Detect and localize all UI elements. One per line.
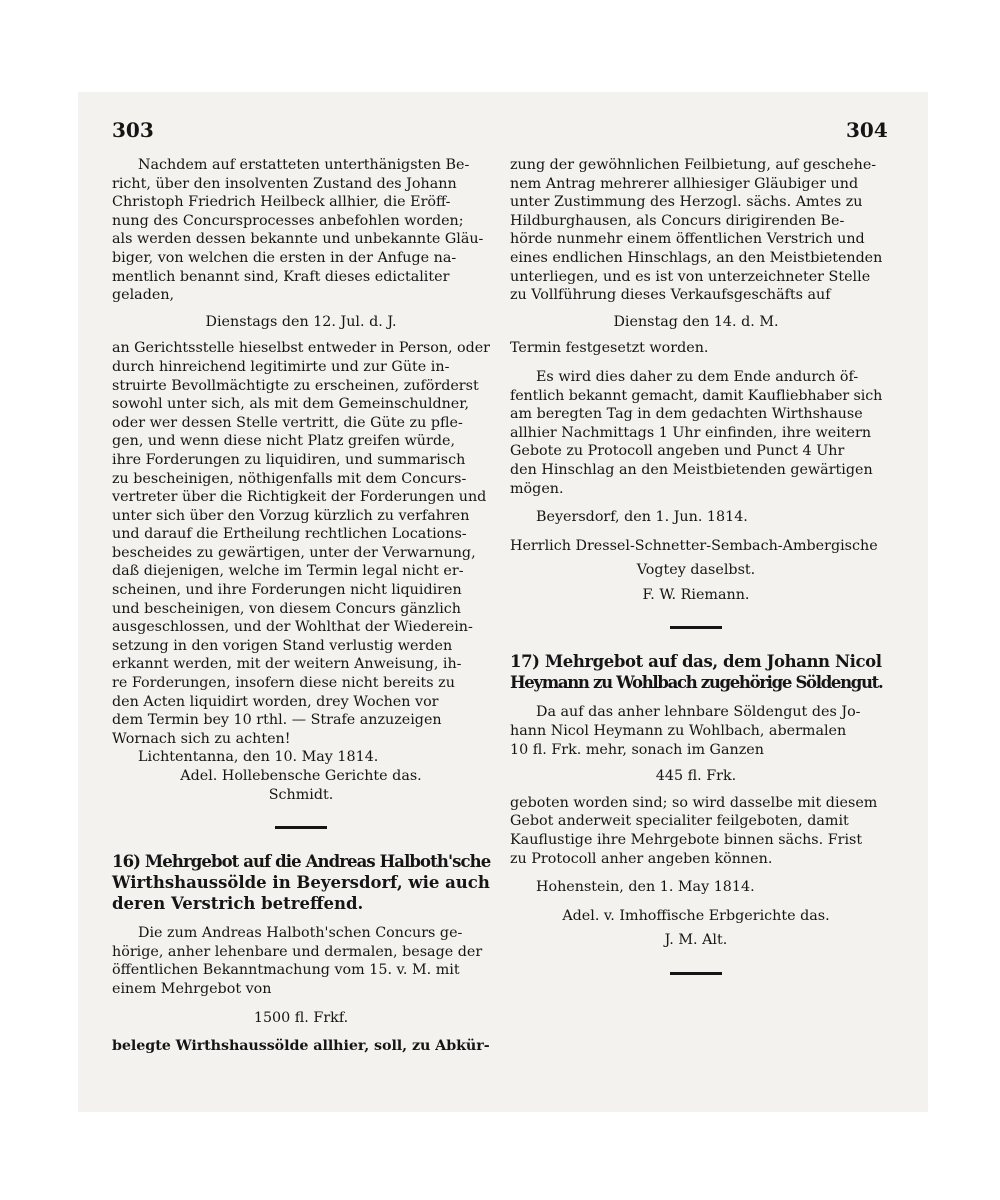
left-column xyxy=(112,156,490,1056)
text-line: geladen, xyxy=(112,287,175,304)
notice-16-amount: 1500 fl. Frkf. xyxy=(253,1009,349,1026)
notice-16-continued xyxy=(510,156,882,305)
text-line: öffentlichen Bekanntmachung vom 15. v. M. mit xyxy=(112,962,460,979)
text-line: richt, über den insolventen Zustand des Johann xyxy=(112,175,457,192)
notice-16-sale-date: Dienstag den 14. d. M. xyxy=(613,313,779,330)
text-line: mögen. xyxy=(510,480,564,497)
text-line: an Gerichtsstelle hieselbst entweder in Person, oder xyxy=(112,340,490,357)
notice-heilbeck-date: Dienstags den 12. Jul. d. J. xyxy=(205,313,397,330)
text-line: 17) Mehrgebot auf das, dem Johann Nicol xyxy=(510,652,882,672)
text-line: hann Nicol Heymann zu Wohlbach, abermalen xyxy=(510,723,847,740)
separator-rule xyxy=(670,972,722,975)
text-line: biger, von welchen die ersten in der Anfuge na- xyxy=(112,249,457,266)
notice-17-amount: 445 fl. Frk. xyxy=(655,768,737,785)
text-line: hörige, anher lehenbare und dermalen, besage der xyxy=(112,943,483,960)
text-line: oder wer dessen Stelle vertritt, die Güte zu pfle- xyxy=(112,414,463,431)
text-line: fentlich bekannt gemacht, damit Kaufliebhaber sich xyxy=(510,387,883,404)
text-line: allhier Nachmittags 1 Uhr einfinden, ihre weitern xyxy=(510,424,872,441)
text-line: am beregten Tag in dem gedachten Wirthshause xyxy=(510,406,863,423)
text-line: Nachdem auf erstatteten unterthänigsten Be- xyxy=(138,157,470,173)
text-line: Gebot anderweit specialiter feilgeboten, damit xyxy=(510,813,849,830)
text-line: nem Antrag mehrerer allhiesiger Gläubiger und xyxy=(510,175,859,192)
text-line: bescheides zu gewärtigen, unter der Verwarnung, xyxy=(112,544,476,561)
text-line: als werden dessen bekannte und unbekannte Gläu- xyxy=(112,231,484,248)
text-line: erkannt werden, mit der weitern Anweisung, ih- xyxy=(112,656,462,673)
text-line: Wornach sich zu achten! xyxy=(112,730,291,747)
text-line: ausgeschlossen, und der Wohlthat der Wiederein- xyxy=(112,619,473,636)
notice-heilbeck-place: Lichtentanna, den 10. May 1814. xyxy=(138,749,379,766)
notice-16-body xyxy=(112,924,490,998)
text-line: dem Termin bey 10 rthl. — Strafe anzuzeigen xyxy=(112,712,442,729)
text-line: Wirthshaussölde in Beyersdorf, wie auch xyxy=(112,873,490,893)
text-line: und darauf die Ertheilung rechtlichen Locations- xyxy=(112,526,467,543)
text-line: einem Mehrgebot von xyxy=(112,980,272,997)
text-line: ihre Forderungen zu liquidiren, und summarisch xyxy=(112,451,466,468)
notice-16-termin: Termin festgesetzt worden. xyxy=(510,340,709,357)
text-line: Die zum Andreas Halboth'schen Concurs ge- xyxy=(138,925,463,942)
text-line: scheinen, und ihre Forderungen nicht liquidiren xyxy=(112,582,462,599)
notice-17-court: Adel. v. Imhoffische Erbgerichte das. xyxy=(562,907,830,924)
notice-16-authority: Herrlich Dressel-Schnetter-Sembach-Ambergische xyxy=(510,537,878,554)
notice-16-place: Beyersdorf, den 1. Jun. 1814. xyxy=(536,509,748,526)
notice-16-signer: F. W. Riemann. xyxy=(642,586,750,603)
text-line: Kauflustige ihre Mehrgebote binnen sächs. Frist xyxy=(510,832,863,849)
text-line: Hildburghausen, als Concurs dirigirenden Be- xyxy=(510,212,845,229)
notice-17-terms xyxy=(510,794,882,868)
notice-16-heading xyxy=(112,851,490,914)
page-number-left: 303 xyxy=(112,118,154,142)
notice-17-body xyxy=(510,703,882,759)
text-line: Heymann zu Wohlbach zugehörige Söldengut. xyxy=(510,673,883,693)
text-line: deren Verstrich betreffend. xyxy=(112,894,364,914)
text-line: unterliegen, und es ist von unterzeichneter Stelle xyxy=(510,268,871,285)
text-line: daß diejenigen, welche im Termin legal nicht er- xyxy=(112,563,464,580)
text-line: hörde nunmehr einem öffentlichen Verstrich und xyxy=(510,231,865,248)
text-line: sowohl unter sich, als mit dem Gemeinschuldner, xyxy=(112,396,470,413)
text-line: eines endlichen Hinschlags, an den Meistbietenden xyxy=(510,249,883,266)
text-line: setzung in den vorigen Stand verlustig werden xyxy=(112,637,453,654)
notice-17-place: Hohenstein, den 1. May 1814. xyxy=(536,879,755,896)
text-line: zung der gewöhnlichen Feilbietung, auf geschehe- xyxy=(510,157,877,173)
page-number-right: 304 xyxy=(846,118,888,142)
text-line: zu Protocoll anher angeben können. xyxy=(510,850,773,867)
text-line: struirte Bevollmächtigte zu erscheinen, zuförderst xyxy=(112,377,479,394)
text-line: durch hinreichend legitimirte und zur Güte in- xyxy=(112,358,450,375)
text-line: Da auf das anher lehnbare Söldengut des Jo- xyxy=(536,704,861,721)
text-line: zu bescheinigen, nöthigenfalls mit dem Concurs- xyxy=(112,470,467,487)
text-line: Christoph Friedrich Heilbeck allhier, die Eröff- xyxy=(112,194,451,211)
notice-heilbeck-signer: Schmidt. xyxy=(268,786,334,803)
text-line: den Hinschlag an den Meistbietenden gewärtigen xyxy=(510,461,873,478)
notice-17-signer: J. M. Alt. xyxy=(664,932,728,949)
text-line: den Acten liquidirt worden, drey Wochen vor xyxy=(112,693,439,710)
text-line: vertreter über die Richtigkeit der Forderungen und xyxy=(112,489,487,506)
text-line: geboten worden sind; so wird dasselbe mit diesem xyxy=(510,794,878,811)
text-line: nung des Concursprocesses anbefohlen worden; xyxy=(112,212,464,229)
text-line: mentlich benannt sind, Kraft dieses edictaliter xyxy=(112,268,450,285)
notice-heilbeck-body xyxy=(112,339,490,748)
notice-heilbeck-intro xyxy=(112,156,490,305)
text-line: gen, und wenn diese nicht Platz greifen würde, xyxy=(112,433,455,450)
text-line: Es wird dies daher zu dem Ende andurch öf- xyxy=(536,368,859,385)
notice-16-continuation: belegte Wirthshaussölde allhier, soll, zu Abkür- xyxy=(112,1038,490,1055)
text-line: unter sich über den Vorzug kürzlich zu verfahren xyxy=(112,507,470,524)
text-line: und bescheinigen, von diesem Concurs gänzlich xyxy=(112,600,461,617)
text-line: Gebote zu Protocoll angeben und Punct 4 Uhr xyxy=(510,443,845,460)
notice-16-authority-office: Vogtey daselbst. xyxy=(636,562,756,579)
notice-17-heading xyxy=(510,651,882,693)
right-column xyxy=(510,156,882,975)
text-line: 16) Mehrgebot auf die Andreas Halboth'sche xyxy=(112,852,491,872)
text-line: zu Vollführung dieses Verkaufsgeschäfts auf xyxy=(510,287,831,304)
text-line: 10 fl. Frk. mehr, sonach im Ganzen xyxy=(510,741,764,758)
notice-heilbeck-court: Adel. Hollebensche Gerichte das. xyxy=(180,768,422,784)
text-line: unter Zustimmung des Herzogl. sächs. Amtes zu xyxy=(510,194,863,211)
notice-16-announcement xyxy=(510,368,882,498)
text-line: re Forderungen, insofern diese nicht bereits zu xyxy=(112,675,455,692)
